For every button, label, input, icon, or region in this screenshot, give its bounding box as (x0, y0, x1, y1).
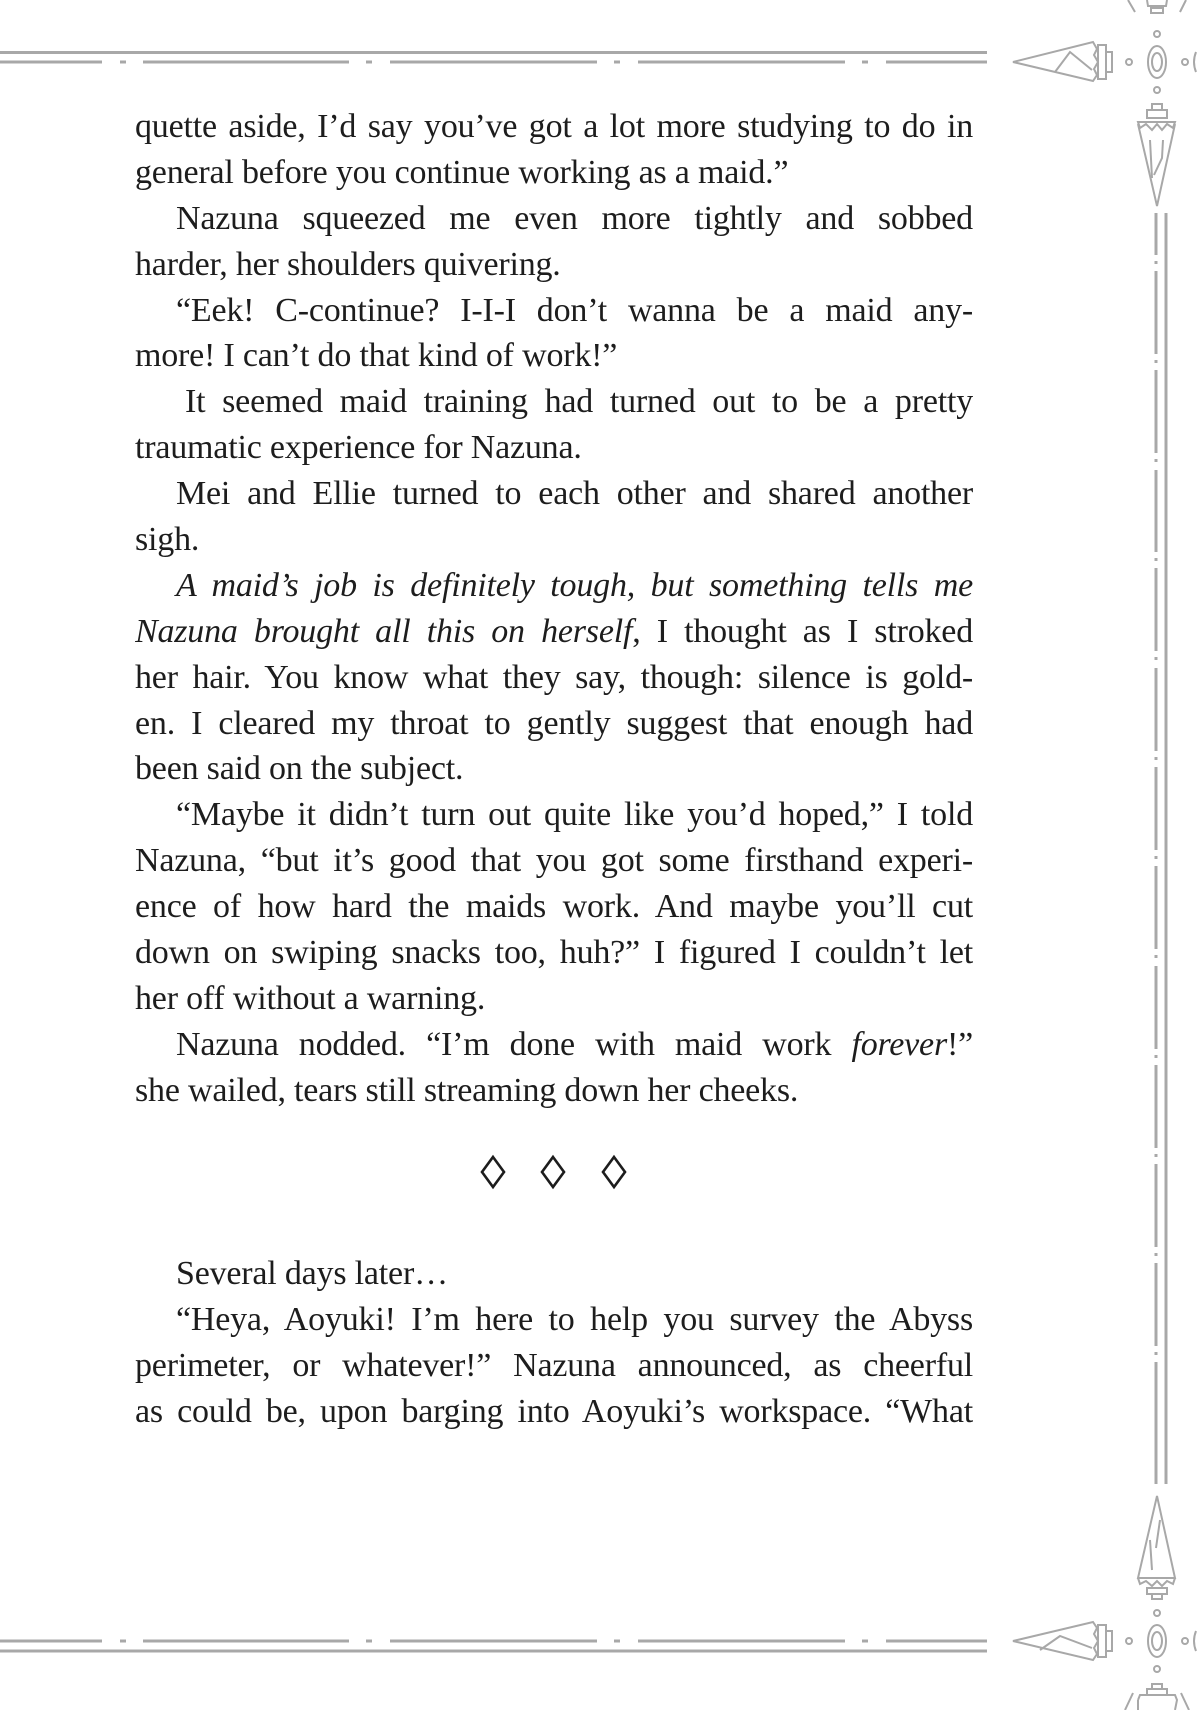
text-line: her hair. You know what they say, though: silence is gold- (135, 658, 973, 696)
text-line (135, 1022, 973, 1068)
three-hollow-diamonds-icon (482, 1157, 625, 1187)
text-line: her off without a warning. (135, 979, 486, 1017)
text-line: been said on the subject. (135, 750, 464, 788)
text-line: “Maybe it didn’t turn out quite like you’d hoped,” I told (176, 796, 973, 834)
crystal-compass-ornament-icon (1013, 0, 1196, 206)
text-line: Mei and Ellie turned to each other and shared another (176, 475, 973, 513)
diamond-icon (542, 1157, 564, 1187)
text-line: as could be, upon barging into Aoyuki’s workspace. “What (135, 1392, 973, 1430)
text-line: Nazuna, “but it’s good that you got some firsthand experi- (135, 842, 973, 880)
text-line: she wailed, tears still streaming down her cheeks. (135, 1071, 799, 1109)
text-line: down on swiping snacks too, huh?” I figured I couldn’t let (135, 934, 973, 972)
section-break (480, 1152, 640, 1192)
crystal-compass-ornament-icon (1013, 1496, 1196, 1710)
text-line: perimeter, or whatever!” Nazuna announced, as cheerful (135, 1346, 973, 1384)
diamond-icon (482, 1157, 504, 1187)
text-span: , I thought as I stroked (632, 612, 973, 650)
text-line (135, 609, 973, 655)
text-line: ence of how hard the maids work. And maybe you’ll cut (135, 888, 973, 926)
text-line: more! I can’t do that kind of work!” (135, 337, 618, 375)
diamond-icon (603, 1157, 625, 1187)
body-text (135, 104, 973, 1114)
text-line: “Heya, Aoyuki! I’m here to help you survey the Abyss (176, 1300, 973, 1338)
text-line: Nazuna squeezed me even more tightly and sobbed (176, 199, 973, 237)
text-line: quette aside, I’d say you’ve got a lot more studying to do in (135, 108, 973, 145)
text-line: traumatic experience for Nazuna. (135, 429, 582, 467)
text-line: It seemed maid training had turned out to be a pretty (185, 383, 973, 421)
text-line: en. I cleared my throat to gently suggest that enough had (135, 704, 973, 742)
text-line (135, 563, 973, 609)
text-line: harder, her shoulders quivering. (135, 245, 561, 283)
text-span: !” (946, 1025, 973, 1063)
italic-emphasis: forever (851, 1025, 947, 1063)
text-line: general before you continue working as a maid.” (135, 153, 789, 191)
italic-thought: A maid’s job is definitely tough, but something tells me (176, 566, 973, 604)
text-line: sigh. (135, 521, 200, 559)
body-text-section-2 (135, 1251, 973, 1435)
italic-thought: Nazuna brought all this on herself (135, 612, 633, 650)
text-line: “Eek! C-continue? I-I-I don’t wanna be a maid any- (176, 291, 973, 329)
text-span: Nazuna nodded. “I’m done with maid work (176, 1025, 852, 1063)
text-line: Several days later… (176, 1255, 448, 1292)
